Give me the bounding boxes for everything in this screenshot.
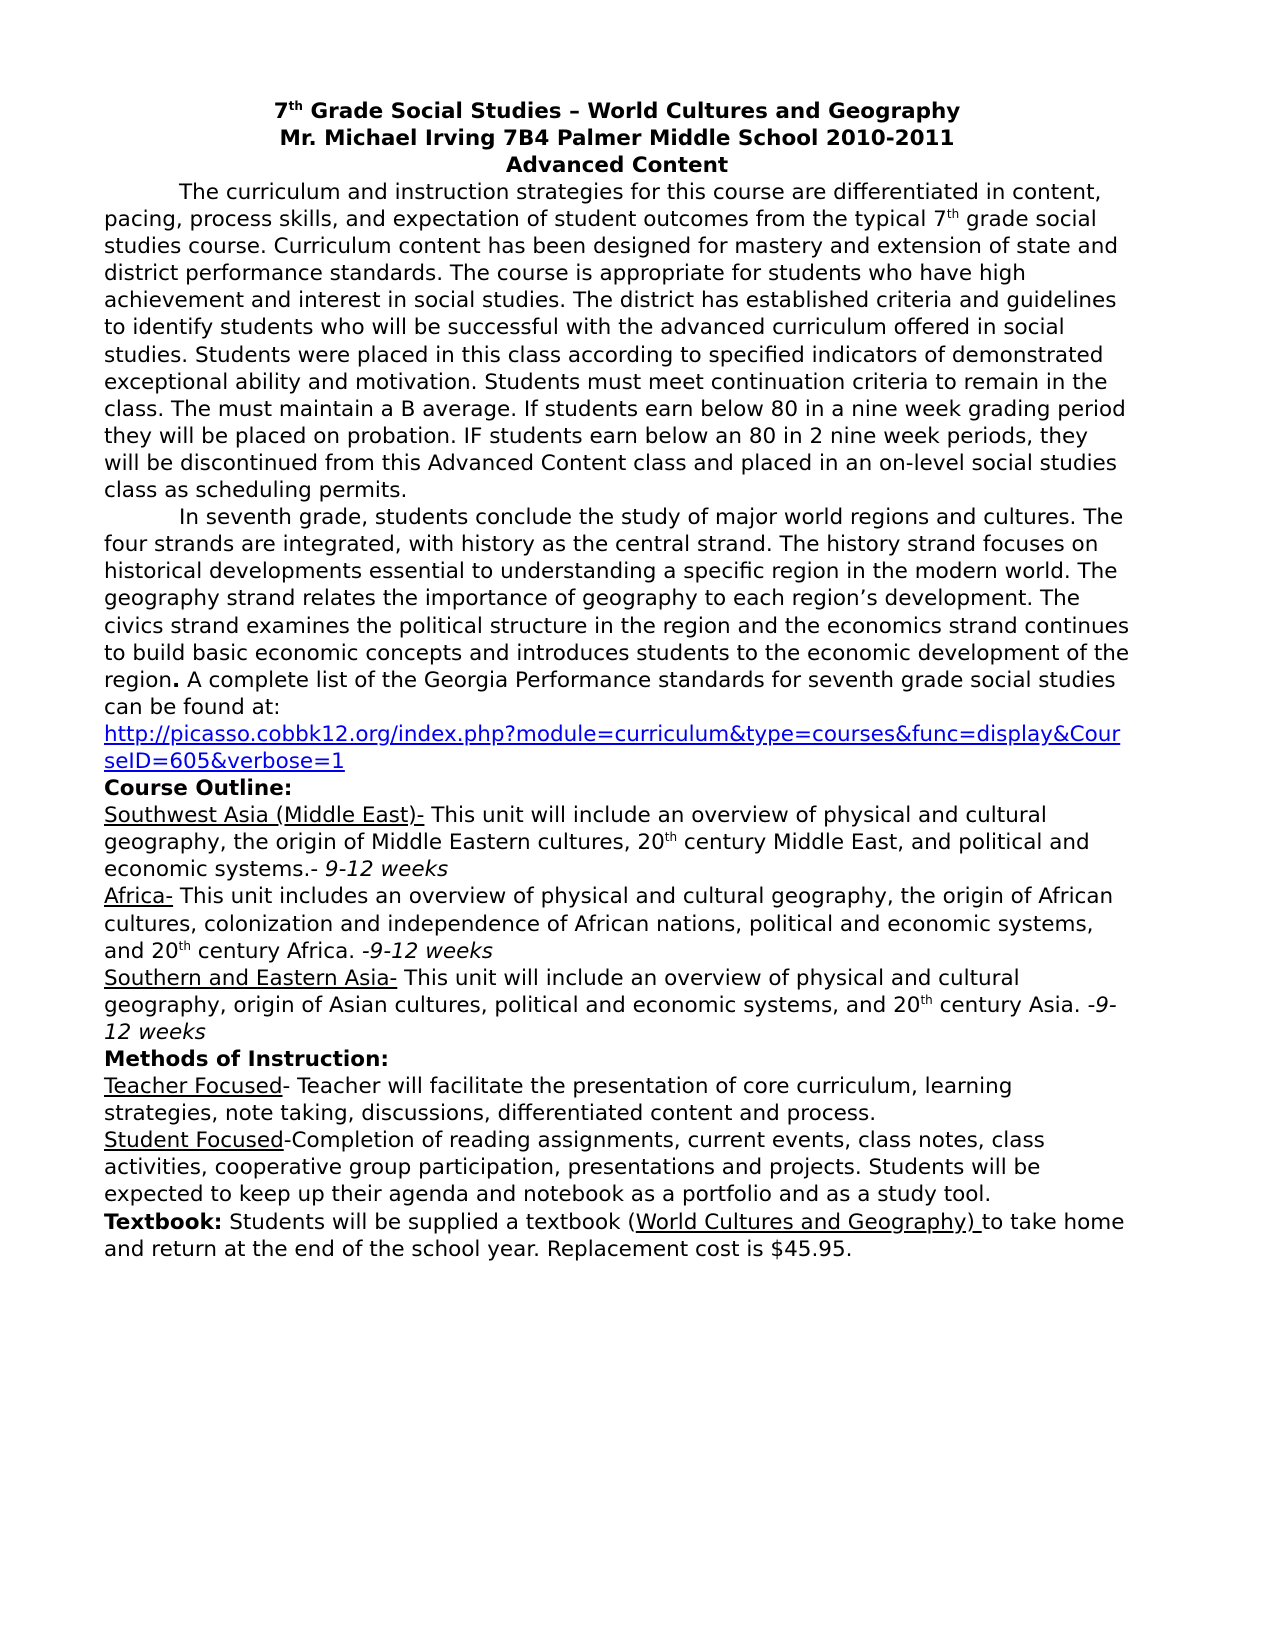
- document-header: [104, 98, 1130, 179]
- unit-africa: Africa- This unit includes an overview of physical and cultural geography, the origin of African cultures, colonization and independence of African nations, political and economic systems, and 20th century Africa. -9-12 weeks: [104, 884, 1114, 964]
- intro-paragraph-1: The curriculum and instruction strategies for this course are differentiated in content, pacing, process skills, and expectation of student outcomes from the typical 7th grade social studies course. Curriculum content has been designed for mastery and extension of state and district performance standards. The course is appropriate for students who have high achievement and interest in social studies. The district has established criteria and guidelines to identify students who will be successful with the advanced curriculum offered in social studies. Students were placed in this class according to specified indicators of demonstrated exceptional ability and motivation. Students must meet continuation criteria to remain in the class. The must maintain a B average. If students earn below 80 in a nine week grading period they will be placed on probation. IF students earn below an 80 in 2 nine week periods, they will be discontinued from this Advanced Content class and placed in an on-level social studies class as scheduling permits.: [104, 180, 1126, 504]
- textbook-paragraph: Textbook: Students will be supplied a textbook (World Cultures and Geography) to take home and return at the end of the school year. Replacement cost is $45.95.: [104, 1209, 1125, 1262]
- unit-southwest-asia: Southwest Asia (Middle East)- This unit will include an overview of physical and cultural geography, the origin of Middle Eastern cultures, 20th century Middle East, and political and economic systems.- 9-12 weeks: [104, 803, 1090, 883]
- standards-link-paragraph: [104, 721, 1130, 775]
- content-level: Advanced Content: [505, 153, 729, 178]
- course-outline-heading: Course Outline:: [104, 776, 293, 802]
- student-focused: Student Focused-Completion of reading assignments, current events, class notes, class activities, cooperative group participation, presentations and projects. Students will be expected to keep up their agenda and notebook as a portfolio and as a study tool.: [104, 1128, 1045, 1208]
- unit-southern-eastern-asia: Southern and Eastern Asia- This unit will include an overview of physical and cultural geography, origin of Asian cultures, political and economic systems, and 20th century Asia. -9-12 weeks: [104, 965, 1117, 1045]
- intro-paragraph-2: In seventh grade, students conclude the study of major world regions and cultures. The four strands are integrated, with history as the central strand. The history strand focuses on historical developments essential to understanding a specific region in the modern world. The geography strand relates the importance of geography to each region’s development. The civics strand examines the political structure in the region and the economics strand continues to build basic economic concepts and introduces students to the economic development of the region. A complete list of the Georgia Performance standards for seventh grade social studies can be found at:: [104, 505, 1130, 720]
- teacher-line: Mr. Michael Irving 7B4 Palmer Middle School 2010-2011: [279, 126, 955, 151]
- methods-heading: Methods of Instruction:: [104, 1047, 389, 1072]
- standards-link[interactable]: http://picasso.cobbk12.org/index.php?module=curriculum&type=courses&func=display&CourseID=605&verbose=1: [104, 721, 1121, 774]
- document-body: [104, 179, 1130, 1263]
- course-title: 7th Grade Social Studies – World Cultures and Geography: [273, 99, 961, 124]
- teacher-focused: Teacher Focused- Teacher will facilitate the presentation of core curriculum, learning strategies, note taking, discussions, differentiated content and process.: [104, 1074, 1013, 1127]
